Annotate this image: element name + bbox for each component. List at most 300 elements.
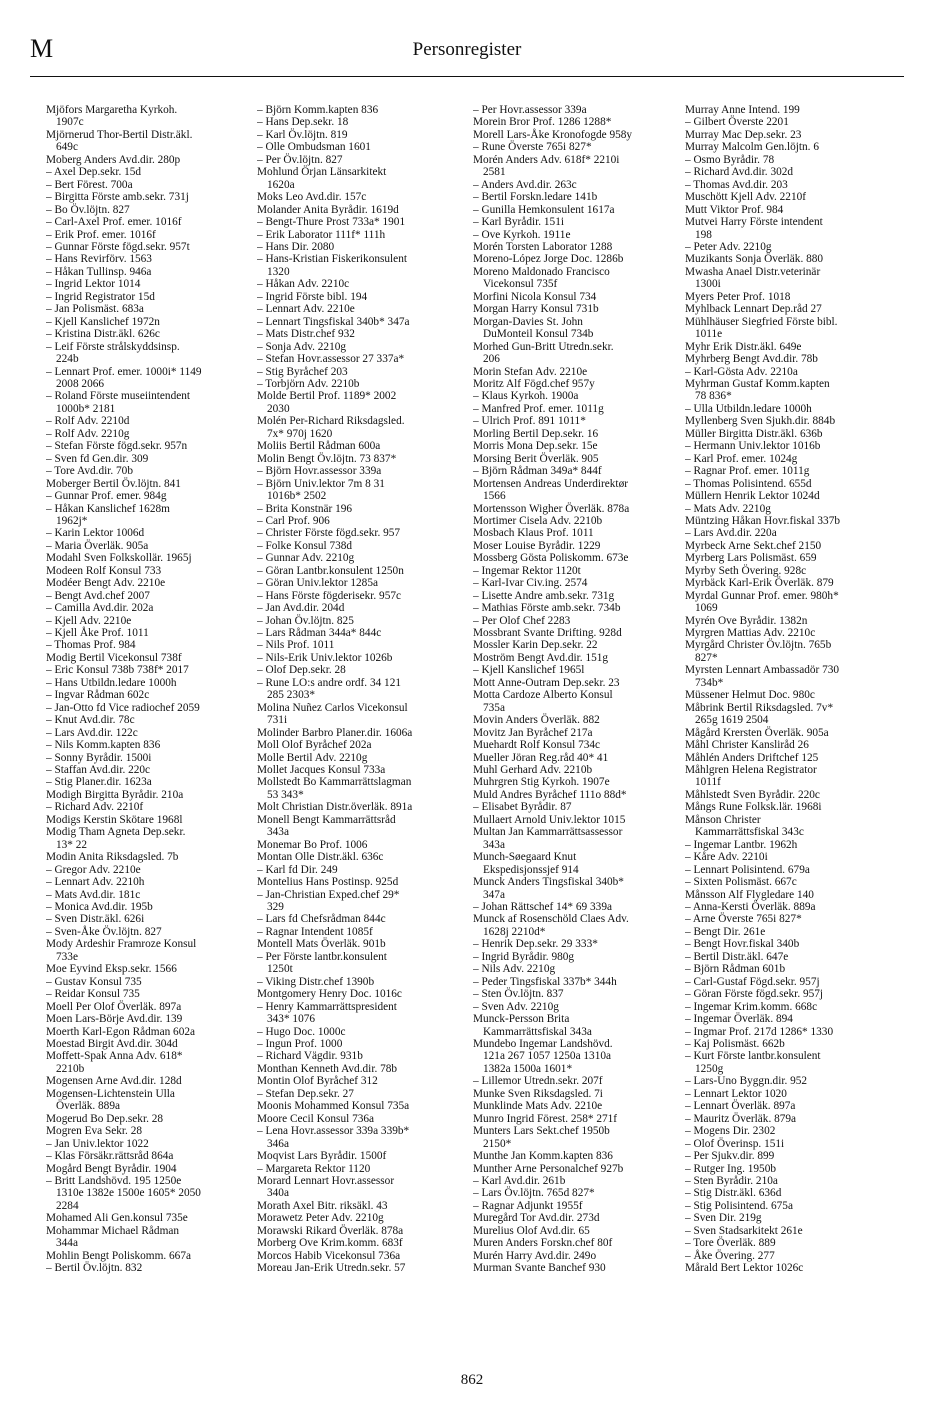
register-entry: – Kåre Adv. 2210i [685,851,768,864]
register-entry: – Per Sjukv.dir. 899 [685,1150,775,1163]
register-entry: – Jan-Christian Exped.chef 29* [257,888,400,901]
register-entry: Morén Anders Adv. 618f* 2210i [473,153,620,166]
register-entry: – Per Öv.löjtn. 827 [257,153,343,166]
register-entry: 53 343* [267,788,304,801]
register-entry: – Lena Hovr.assessor 339a 339b* [257,1125,410,1138]
register-entry: Murray Anne Intend. 199 [685,104,800,116]
register-entry: Moritz Alf Fögd.chef 957y [473,377,595,390]
register-entry: Munklinde Mats Adv. 2210e [473,1100,603,1113]
register-entry: – Rutger Ing. 1950b [685,1162,776,1175]
register-entry: – Ingmar Prof. 217d 1286* 1330 [685,1025,834,1038]
register-entry: – Arne Överste 765i 827* [685,913,802,926]
register-entry: – Sven Stadsarkitekt 261e [685,1224,803,1237]
page-title: Personregister [412,39,522,60]
register-entry: – Sonja Adv. 2210g [257,340,347,353]
register-entry: – Gilbert Överste 2201 [685,116,789,129]
register-entry: 2008 2066 [56,377,105,390]
register-entry: – Björn Komm.kapten 836 [257,104,379,116]
register-entry: – Ingemar Lantbr. 1962h [685,838,798,851]
register-entry: – Richard Avd.dir. 302d [685,166,794,179]
register-entry: Monthan Kenneth Avd.dir. 78b [257,1062,398,1075]
register-entry: – Jan Avd.dir. 204d [257,602,345,615]
register-entry: Mutt Viktor Prof. 984 [685,203,784,216]
register-entry: – Karl Prof. emer. 1024g [685,452,798,465]
register-entry: 2284 [56,1199,79,1212]
register-entry: – Ingun Prof. 1000 [257,1037,343,1050]
register-entry: Morris Mona Dep.sekr. 15e [473,440,598,453]
register-entry: – Gregor Adv. 2210e [46,863,141,876]
register-entry: – Anna-Kersti Överläk. 889a [685,901,816,913]
register-entry: Munro Ingrid Förest. 258* 271f [473,1112,618,1125]
register-entry: – Kjell Kanslichef 1972n [46,315,160,328]
register-entry: 121a 267 1057 1250a 1310a [483,1050,612,1063]
register-entry: Mortensson Wigher Överläk. 878a [473,502,630,515]
register-entry: Muregård Tor Avd.dir. 273d [473,1212,600,1225]
register-entry: – Nils-Erik Univ.lektor 1026b [257,651,393,664]
register-entry: Murén Harry Avd.dir. 249o [473,1249,597,1262]
register-entry: Montgomery Henry Doc. 1016c [257,988,402,1001]
register-entry: Multan Jan Kammarrättsassessor [473,826,623,839]
register-entry: 1566 [483,490,506,503]
register-columns [46,104,902,1354]
register-entry: Müssener Helmut Doc. 980c [685,689,815,702]
register-entry: 2581 [483,166,506,179]
register-entry: Morawetz Peter Adv. 2210g [257,1212,384,1225]
register-entry: Överläk. 889a [56,1100,120,1113]
register-entry: – Thomas Prof. 984 [46,639,136,652]
register-entry: – Viking Distr.chef 1390b [257,975,375,988]
register-entry: Müntzing Håkan Hovr.fiskal 337b [685,514,840,527]
register-entry: – Hans Dep.sekr. 18 [257,116,349,129]
register-entry: – Sven Dir. 219g [685,1212,762,1225]
register-entry: – Bertil Öv.löjtn. 832 [46,1262,143,1275]
register-entry: – Hermann Univ.lektor 1016b [685,440,821,453]
register-entry: Mutvei Harry Förste intendent [685,216,823,229]
register-entry: – Folke Konsul 738d [257,539,353,552]
register-entry: – Peder Tingsfiskal 337b* 344h [473,975,617,988]
register-entry: – Bertil Forskn.ledare 141b [473,191,598,204]
register-entry: – Elisabet Byrådir. 87 [473,801,572,814]
register-entry: – Stig Planer.dir. 1623a [46,776,152,789]
register-entry: Myrén Ove Byrådir. 1382n [685,614,808,627]
register-entry: 2150* [483,1137,512,1150]
register-entry: – Olof Dep.sekr. 28 [257,664,346,677]
register-entry: Mohammar Michael Rådman [46,1224,180,1237]
register-entry: Morath Axel Bitr. riksäkl. 43 [257,1199,388,1212]
register-entry: Molinder Barbro Planer.dir. 1606a [257,726,413,739]
register-entry: Montin Olof Byråchef 312 [257,1075,378,1088]
register-entry: Moks Leo Avd.dir. 157c [257,191,367,204]
register-entry: – Lars-Uno Byggn.dir. 952 [685,1075,808,1088]
register-entry: 731i [267,714,288,727]
register-entry: – Per Olof Chef 2283 [473,614,571,627]
register-entry: – Henry Kammarrättspresident [257,1000,397,1013]
register-entry: – Olle Ombudsman 1601 [257,141,371,154]
register-entry: Moberg Anders Avd.dir. 280p [46,153,181,166]
register-entry: – Rune Överste 765i 827* [473,141,592,154]
register-entry: 1382a 1500a 1601* [483,1062,573,1075]
register-entry: 1907c [56,116,84,129]
register-entry: Måhlgren Helena Registrator [685,764,817,777]
register-entry: Munthe Jan Komm.kapten 836 [473,1150,613,1163]
register-entry: 827* [695,651,718,664]
register-entry: – Birgitta Förste amb.sekr. 731j [46,191,189,204]
register-column-4 [685,104,899,1354]
register-entry: – Stig Distr.äkl. 636d [685,1187,782,1200]
register-entry: – Tore Överläk. 889 [685,1237,776,1250]
register-entry: – Ingrid Registrator 15d [46,290,155,303]
register-entry: – Kjell Åke Prof. 1011 [46,627,149,640]
register-entry: 206 [483,353,500,366]
register-entry: Moreno-López Jorge Doc. 1286b [473,253,624,266]
register-entry: – Sonny Byrådir. 1500i [46,751,152,764]
register-entry: – Britt Landshövd. 195 1250e [46,1174,182,1187]
register-entry: – Hans-Kristian Fiskerikonsulent [257,253,407,266]
register-entry: Morgan Harry Konsul 731b [473,303,599,316]
register-entry: Mjörnerud Thor-Bertil Distr.äkl. [46,128,193,141]
register-entry: 224b [56,353,79,366]
register-entry: Motta Cardoze Alberto Konsul [473,689,613,702]
register-entry: 649c [56,141,78,154]
register-entry: Moonis Mohammed Konsul 735a [257,1100,410,1113]
register-entry: Myllenberg Sven Sjukh.dir. 884b [685,415,836,428]
register-entry: Murray Mac Dep.sekr. 23 [685,128,802,141]
register-entry: Myrbäck Karl-Erik Överläk. 879 [685,577,834,590]
register-entry: – Hans Dir. 2080 [257,240,335,253]
register-entry: – Mats Distr.chef 932 [257,328,355,341]
register-entry: Muhl Gerhard Adv. 2210b [473,764,593,777]
register-entry: – Erik Prof. emer. 1016f [46,228,156,241]
register-entry: 734b* [695,676,724,689]
register-entry: Molander Anita Byrådir. 1619d [257,203,399,216]
register-entry: – Margareta Rektor 1120 [257,1162,371,1175]
register-entry: Molén Per-Richard Riksdagsled. [257,415,405,428]
register-entry: 13* 22 [56,838,88,851]
register-entry: Måhlén Anders Driftchef 125 [685,751,819,764]
register-entry: – Mats Avd.dir. 181c [46,888,141,901]
register-entry: Mühlhäuser Siegfried Förste bibl. [685,315,838,328]
register-entry: Munck-Persson Brita [473,1013,570,1026]
register-entry: – Peter Adv. 2210g [685,240,772,253]
register-entry: – Thomas Polisintend. 655d [685,477,812,490]
register-entry: Modin Anita Riksdagsled. 7b [46,851,179,864]
register-entry: 733e [56,950,78,963]
register-entry: – Bengt Avd.chef 2007 [46,589,150,602]
register-entry: Murray Malcolm Gen.löjtn. 6 [685,141,819,154]
register-entry: 1310e 1382e 1500e 1605* 2050 [56,1187,201,1200]
register-entry: – Sten Öv.löjtn. 837 [473,988,564,1001]
register-entry: Modigs Kerstin Skötare 1968l [46,813,183,826]
register-entry: – Gunnar Adv. 2210g [257,552,355,565]
register-entry: – Håkan Adv. 2210c [257,278,350,291]
register-entry: Mullaert Arnold Univ.lektor 1015 [473,813,626,826]
register-entry: – Stefan Hovr.assessor 27 337a* [257,353,405,366]
register-entry: – Karl-Ivar Civ.ing. 2574 [473,577,588,590]
register-entry: – Lennart Prof. emer. 1000i* 1149 [46,365,202,378]
register-entry: – Bert Förest. 700a [46,178,133,191]
register-entry: 265g 1619 2504 [695,714,769,727]
register-entry: Molina Nuñez Carlos Vicekonsul [257,701,408,714]
register-entry: – Lisette Andre amb.sekr. 731g [473,589,615,602]
register-entry: Mohlin Bengt Poliskomm. 667a [46,1249,191,1262]
register-entry: 1628j 2210d* [483,925,546,938]
register-entry: – Carl-Axel Prof. emer. 1016f [46,216,182,229]
register-entry: Mollstedt Bo Kammarrättslagman [257,776,412,789]
register-entry: – Maria Överläk. 905a [46,539,149,552]
register-entry: – Camilla Avd.dir. 202a [46,602,154,615]
register-entry: DuMonteil Konsul 734b [483,328,594,341]
register-entry: – Richard Adv. 2210f [46,801,144,814]
register-entry: – Nils Prof. 1011 [257,639,335,652]
register-entry: Kammarrättsfiskal 343c [695,826,804,839]
register-entry: Modahl Sven Folkskollär. 1965j [46,552,192,565]
register-entry: Mueller Jöran Reg.råd 40* 41 [473,751,609,764]
register-entry: – Stig Polisintend. 675a [685,1199,793,1212]
register-entry: Munck af Rosenschöld Claes Adv. [473,913,629,926]
register-entry: 2030 [267,402,290,415]
register-entry: Mossler Karin Dep.sekr. 22 [473,639,598,652]
register-entry: Morawski Rikard Överläk. 878a [257,1224,404,1237]
register-entry: – Lennart Adv. 2210h [46,876,145,889]
register-entry: – Axel Dep.sekr. 15d [46,166,142,179]
register-entry: 285 2303* [267,689,316,702]
register-entry: 78 836* [695,390,732,403]
register-entry: – Ingrid Lektor 1014 [46,278,141,291]
register-entry: – Ingvar Rådman 602c [46,689,150,702]
register-entry: Modigh Birgitta Byrådir. 210a [46,788,184,801]
register-entry: Mossbrant Svante Drifting. 928d [473,627,622,640]
register-entry: – Erik Laborator 111f* 111h [257,228,386,241]
register-entry: – Göran Förste fögd.sekr. 957j [685,988,824,1001]
register-entry: – Lars fd Chefsrådman 844c [257,913,386,926]
register-entry: Muehardt Rolf Konsul 734c [473,739,601,752]
register-entry: Moestad Birgit Avd.dir. 304d [46,1037,178,1050]
register-entry: Modig Bertil Vicekonsul 738f [46,651,182,664]
register-entry: – Rolf Adv. 2210d [46,415,130,428]
register-entry: Monemar Bo Prof. 1006 [257,838,368,851]
register-entry: Myhlback Lennart Dep.råd 27 [685,303,822,316]
register-entry: Morsing Berit Överläk. 905 [473,452,599,465]
register-entry: Myers Peter Prof. 1018 [685,290,791,303]
register-entry: – Lars Avd.dir. 220a [685,527,777,540]
register-entry: – Björn Hovr.assessor 339a [257,465,382,478]
register-entry: Molle Bertil Adv. 2210g [257,751,368,764]
register-entry: Montell Mats Överläk. 901b [257,938,386,951]
register-entry: – Kurt Förste lantbr.konsulent [685,1050,821,1063]
register-entry: – Ulla Utbildn.ledare 1000h [685,402,812,415]
register-entry: Mågård Krersten Överläk. 905a [685,726,829,739]
register-entry: Modéer Bengt Adv. 2210e [46,577,166,590]
register-entry: – Staffan Avd.dir. 220c [46,764,151,777]
register-entry: – Jan Univ.lektor 1022 [46,1137,149,1150]
register-entry: – Hans Utbildn.ledare 1000h [46,676,177,689]
register-entry: – Sten Byrådir. 210a [685,1174,778,1187]
register-entry: Monell Bengt Kammarrättsråd [257,813,396,826]
register-entry: – Nils Adv. 2210g [473,963,556,976]
register-entry: Mosbach Klaus Prof. 1011 [473,527,594,540]
register-entry: – Håkan Kanslichef 1628m [46,502,170,515]
register-entry: Morfini Nicola Konsul 734 [473,290,597,303]
register-entry: – Ulrich Prof. 891 1011* [473,415,586,428]
register-entry: Moe Eyvind Eksp.sekr. 1566 [46,963,177,976]
register-column-2 [257,104,471,1354]
register-entry: Moström Bengt Avd.dir. 151g [473,651,609,664]
register-entry: – Sven-Åke Öv.löjtn. 827 [46,925,162,938]
register-entry: – Richard Vägdir. 931b [257,1050,363,1063]
register-entry: – Torbjörn Adv. 2210b [257,377,360,390]
page-header [30,34,904,74]
register-entry: Morgan-Davies St. John [473,315,583,328]
register-entry: – Lennart Adv. 2210e [257,303,355,316]
register-entry: Muren Anders Forskn.chef 80f [473,1237,613,1250]
register-entry: – Lars Öv.löjtn. 765d 827* [473,1187,595,1200]
register-entry: – Knut Avd.dir. 78c [46,714,135,727]
register-entry: Mohamed Ali Gen.konsul 735e [46,1212,188,1225]
register-entry: Mogren Eva Sekr. 28 [46,1125,143,1138]
register-entry: – Björn Rådman 601b [685,963,786,976]
register-entry: – Hans Förste fögderisekr. 957c [257,589,402,602]
register-entry: Muld Andres Byråchef 111o 88d* [473,788,627,801]
register-entry: – Anders Avd.dir. 263c [473,178,577,191]
register-entry: Mogensen-Lichtenstein Ulla [46,1087,175,1100]
register-entry: Muzikants Sonja Överläk. 880 [685,253,824,266]
register-entry: 1962j* [56,514,88,527]
register-entry: – Tore Avd.dir. 70b [46,465,133,478]
register-entry: – Carl Prof. 906 [257,514,330,527]
register-entry: Morberg Ove Krim.komm. 683f [257,1237,403,1250]
register-entry: – Johan Rättschef 14* 69 339a [473,901,612,913]
register-entry: Myhrberg Bengt Avd.dir. 78b [685,353,818,366]
register-entry: Modig Tham Agneta Dep.sekr. [46,826,186,839]
register-entry: 344a [56,1237,78,1250]
register-entry: Munters Lars Sekt.chef 1950b [473,1125,610,1138]
register-entry: – Sven Adv. 2210g [473,1000,559,1013]
register-entry: – Mogens Dir. 2302 [685,1125,776,1138]
register-entry: Moffett-Spak Anna Adv. 618* [46,1050,183,1063]
register-entry: Morhed Gun-Britt Utredn.sekr. [473,340,614,353]
register-entry: – Kaj Polismäst. 662b [685,1037,785,1050]
register-entry: – Manfred Prof. emer. 1011g [473,402,604,415]
register-entry: – Mauritz Överläk. 879a [685,1112,797,1125]
register-entry: – Klaus Kyrkoh. 1900a [473,390,579,403]
register-entry: – Bertil Distr.äkl. 647e [685,950,789,963]
header-rule [30,76,904,77]
register-entry: Muschött Kjell Adv. 2210f [685,191,807,204]
register-entry: – Carl-Gustaf Fögd.sekr. 957j [685,975,820,988]
register-entry: Morin Stefan Adv. 2210e [473,365,588,378]
register-entry: Myrbeck Arne Sekt.chef 2150 [685,539,822,552]
page-number: 862 [460,1372,484,1388]
register-entry: Morén Torsten Laborator 1288 [473,240,613,253]
register-entry: – Mats Adv. 2210g [685,502,771,515]
register-entry: Morard Lennart Hovr.assessor [257,1174,395,1187]
register-entry: Molde Bertil Prof. 1189* 2002 [257,390,397,403]
register-entry: Mortimer Cisela Adv. 2210b [473,514,603,527]
register-entry: – Björn Rådman 349a* 844f [473,465,602,478]
register-entry: – Stig Byråchef 203 [257,365,348,378]
register-entry: Mody Ardeshir Framroze Konsul [46,938,197,951]
register-entry: – Jan Polismäst. 683a [46,303,144,316]
register-entry: – Rolf Adv. 2210g [46,427,130,440]
register-entry: – Sixten Polismäst. 667c [685,876,797,889]
register-entry: Murelius Olof Avd.dir. 65 [473,1224,590,1237]
register-entry: Munck Anders Tingsfiskal 340b* [473,876,624,889]
register-entry: 198 [695,228,712,241]
register-entry: Movitz Jan Byråchef 217a [473,726,593,739]
register-entry: – Gunilla Hemkonsulent 1617a [473,203,615,216]
register-entry: Mjöfors Margaretha Kyrkoh. [46,104,178,116]
register-entry: – Ingemar Krim.komm. 668c [685,1000,818,1013]
register-entry: 1069 [695,602,718,615]
register-entry: Mogensen Arne Avd.dir. 128d [46,1075,182,1088]
register-entry: 1250t [267,963,293,976]
register-entry: – Ingemar Överläk. 894 [685,1013,793,1026]
register-entry: – Bengt-Thure Prost 733a* 1901 [257,216,406,229]
register-entry: – Reidar Konsul 735 [46,988,140,1001]
register-entry: 340a [267,1187,289,1200]
register-entry: Moell Per Olof Överläk. 897a [46,1000,182,1013]
register-entry: – Mathias Förste amb.sekr. 734b [473,602,621,615]
register-entry: Morell Lars-Åke Kronofogde 958y [473,128,633,141]
register-entry: Måhlstedt Sven Byrådir. 220c [685,788,820,801]
register-entry: Moqvist Lars Byrådir. 1500f [257,1150,387,1163]
register-entry: Mundebo Ingemar Landshövd. [473,1037,613,1050]
register-entry: – Karl fd Dir. 249 [257,863,338,876]
register-entry: – Karl Byrådir. 151i [473,216,564,229]
register-entry: – Gunnar Prof. emer. 984g [46,490,167,503]
register-entry: – Karl Öv.löjtn. 819 [257,128,348,141]
register-entry: – Göran Univ.lektor 1285a [257,577,378,590]
register-entry: – Hugo Doc. 1000c [257,1025,346,1038]
register-entry: 1620a [267,178,295,191]
register-entry: Ekspedisjonssjef 914 [483,863,579,876]
register-entry: 1016b* 2502 [267,490,327,503]
register-entry: 343a [267,826,289,839]
register-entry: – Lennart Överläk. 897a [685,1100,796,1113]
register-column-1 [46,104,260,1354]
register-entry: – Karl Avd.dir. 261b [473,1174,566,1187]
register-entry: Muhrgren Stig Kyrkoh. 1907e [473,776,610,789]
register-entry: Molt Christian Distr.överläk. 891a [257,801,413,814]
register-entry: Mossberg Gösta Poliskomm. 673e [473,552,629,565]
register-entry: – Sven Distr.äkl. 626i [46,913,145,926]
register-entry: 1011e [695,328,723,341]
register-entry: – Ingrid Förste bibl. 194 [257,290,368,303]
register-entry: Morcos Habib Vicekonsul 736a [257,1249,401,1262]
register-entry: Myrgren Mattias Adv. 2210c [685,627,816,640]
register-entry: 735a [483,701,505,714]
register-entry: 346a [267,1137,289,1150]
register-entry: Munch-Søegaard Knut [473,851,577,864]
register-entry: Moser Louise Byrådir. 1229 [473,539,601,552]
register-entry: Mollet Jacques Konsul 733a [257,764,386,777]
register-entry: Myrby Seth Övering. 928c [685,564,807,577]
register-entry: Mott Anne-Outram Dep.sekr. 23 [473,676,620,689]
register-entry: Myrsten Lennart Ambassadör 730 [685,664,840,677]
register-entry: Kammarrättsfiskal 343a [483,1025,592,1038]
register-entry: Myrdal Gunnar Prof. emer. 980h* [685,589,839,602]
register-entry: Månson Christer [685,813,761,826]
register-entry: Myrgård Christer Öv.löjtn. 765b [685,639,832,652]
register-entry: Vicekonsul 735f [483,278,558,291]
register-entry: – Bo Öv.löjtn. 827 [46,203,130,216]
register-entry: – Osmo Byrådir. 78 [685,153,775,166]
register-entry: – Ragnar Intendent 1085f [257,925,373,938]
register-entry: – Hans Revirförv. 1563 [46,253,152,266]
register-entry: – Leif Förste strålskyddsinsp. [46,340,180,353]
register-entry: – Stefan Förste fögd.sekr. 957n [46,440,188,453]
register-entry: Mogerud Bo Dep.sekr. 28 [46,1112,164,1125]
